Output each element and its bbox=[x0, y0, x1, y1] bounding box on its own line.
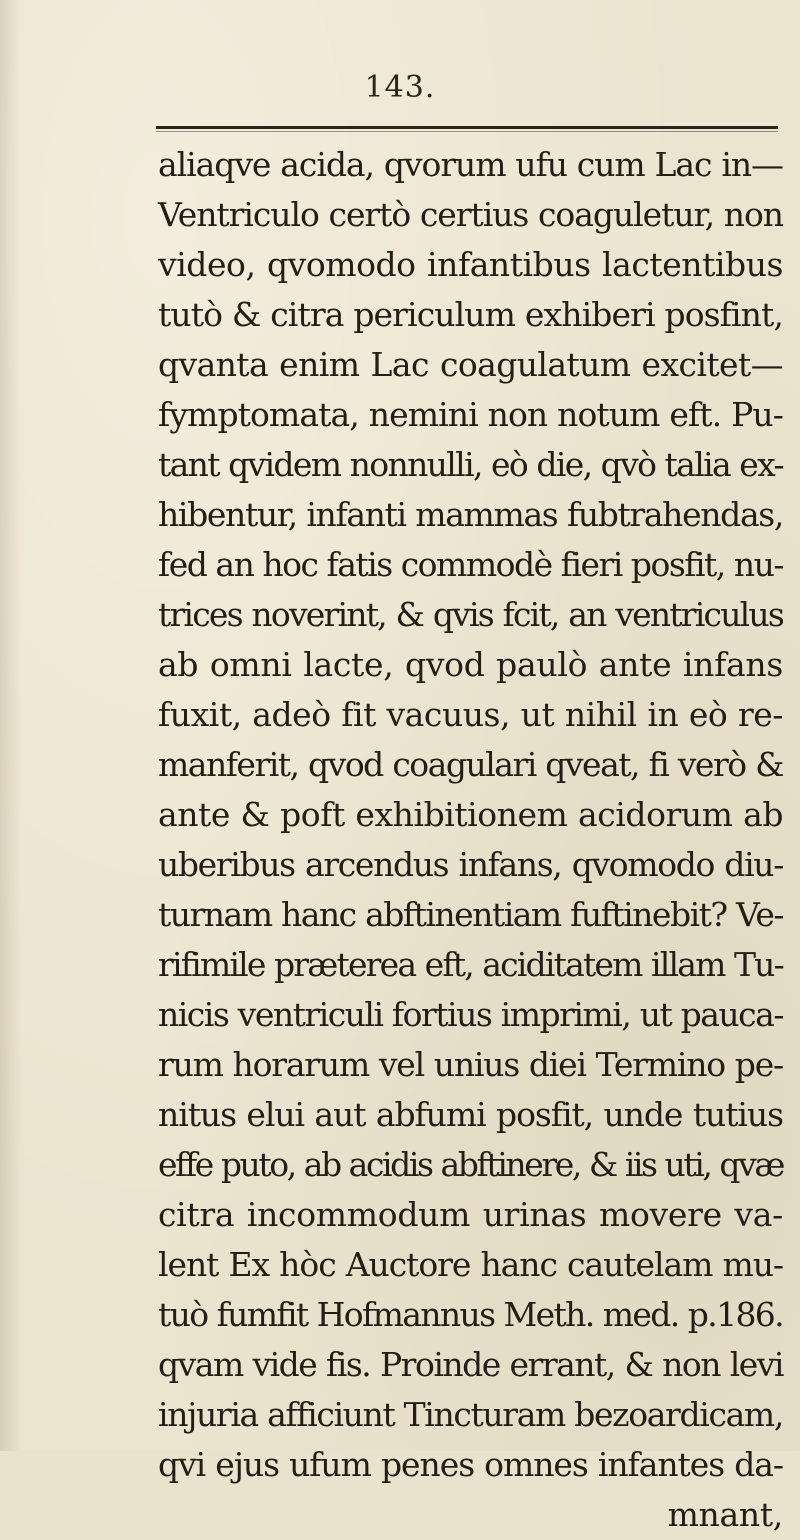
text-line: hibentur, infanti mammas fubtrahendas, bbox=[158, 495, 783, 534]
text-line: Ventriculo certò certius coaguletur, non bbox=[158, 195, 783, 234]
header-rule bbox=[156, 126, 778, 129]
text-line: qvi ejus ufum penes omnes infantes da- bbox=[158, 1445, 783, 1484]
text-line: fuxit, adeò fit vacuus, ut nihil in eò re- bbox=[158, 695, 783, 734]
text-line: qvam vide fis. Proinde errant, & non levi bbox=[158, 1345, 783, 1384]
text-line: injuria afficiunt Tincturam bezoardicam, bbox=[158, 1395, 783, 1434]
catchword-line: mnant, bbox=[667, 1495, 783, 1534]
page-number: 143. bbox=[364, 70, 436, 105]
text-line: aliaqve acida, qvorum ufu cum Lac in— bbox=[158, 145, 783, 184]
text-line: tant qvidem nonnulli, eò die, qvò talia ex- bbox=[158, 445, 783, 484]
text-line: fymptomata, nemini non notum eft. Pu- bbox=[158, 395, 783, 434]
text-line: ab omni lacte, qvod paulò ante infans bbox=[158, 645, 783, 684]
text-line: uberibus arcendus infans, qvomodo diu- bbox=[158, 845, 783, 884]
text-line: effe puto, ab acidis abftinere, & iis uti, qvæ bbox=[158, 1145, 783, 1184]
header-rule-thin bbox=[156, 131, 778, 132]
text-line: turnam hanc abftinentiam fuftinebit? Ve- bbox=[158, 895, 783, 934]
body-text bbox=[158, 140, 783, 1540]
text-line: rum horarum vel unius diei Termino pe- bbox=[158, 1045, 783, 1084]
text-line: trices noverint, & qvis fcit, an ventriculus bbox=[158, 595, 783, 634]
text-line: nitus elui aut abfumi posfit, unde tutius bbox=[158, 1095, 783, 1134]
text-line: tuò fumfit Hofmannus Meth. med. p.186. bbox=[158, 1295, 783, 1334]
text-line: manferit, qvod coagulari qveat, fi verò & bbox=[158, 745, 783, 784]
text-line: video, qvomodo infantibus lactentibus bbox=[158, 245, 783, 284]
page-gutter-shadow bbox=[0, 0, 22, 1451]
text-line: tutò & citra periculum exhiberi posfint, bbox=[158, 295, 783, 334]
text-line: lent Ex hòc Auctore hanc cautelam mu- bbox=[158, 1245, 783, 1284]
text-line: qvanta enim Lac coagulatum excitet— bbox=[158, 345, 783, 384]
text-line: citra incommodum urinas movere va- bbox=[158, 1195, 783, 1234]
text-line: fed an hoc fatis commodè fieri posfit, nu- bbox=[158, 545, 783, 584]
text-line: nicis ventriculi fortius imprimi, ut pauca- bbox=[158, 995, 783, 1034]
text-line: rifimile præterea eft, aciditatem illam Tu- bbox=[158, 945, 783, 984]
text-line: ante & poft exhibitionem acidorum ab bbox=[158, 795, 783, 834]
